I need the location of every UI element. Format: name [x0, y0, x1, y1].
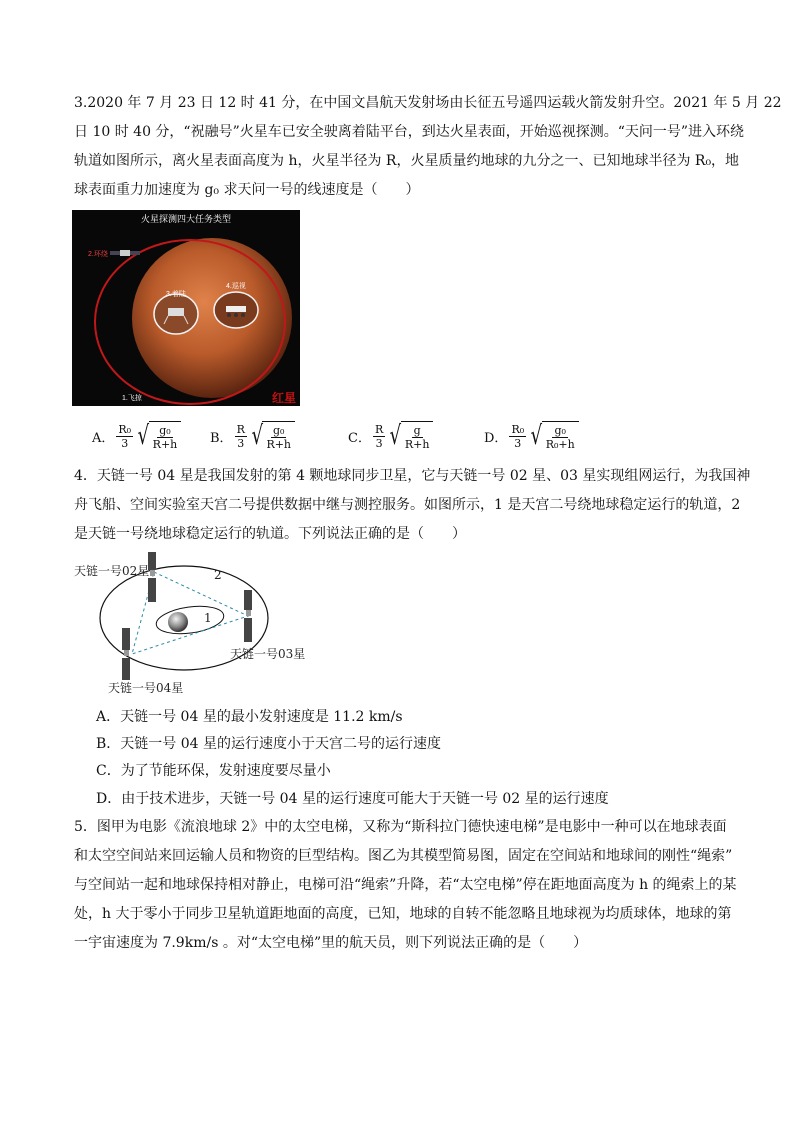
satellite-03-icon [244, 590, 252, 642]
frac-num: R [374, 422, 384, 436]
q3-option-c[interactable] [348, 416, 433, 456]
label-orbit: 2.环绕 [88, 251, 108, 258]
rad-den: R+h [266, 438, 292, 451]
question-4-text [74, 462, 751, 549]
label-landing: 3.着陆 [166, 291, 186, 298]
option-letter: C． [348, 430, 371, 446]
option-letter: B． [210, 430, 233, 446]
option-letter: D． [484, 430, 508, 446]
sqrt-icon: √ $\frac{g}{R+h}$ [387, 421, 433, 451]
q4-line-1: 4．天链一号 04 星是我国发射的第 4 颗地球同步卫星，它与天链一号 02 星、03 星实现组网运行，为我国神 [74, 468, 751, 484]
rad-num: g₀ [159, 424, 171, 437]
label-flyby: 1.飞掠 [122, 395, 142, 402]
sqrt-icon: √ $\frac{\text{g₀}}{\text{R₀+h}}$ [528, 421, 579, 451]
question-3-text [74, 89, 782, 205]
rad-num: g₀ [273, 424, 285, 437]
question-5-text [74, 813, 737, 958]
label-rover: 4.巡视 [226, 283, 246, 290]
q5-line-3: 与空间站一起和地球保持相对静止，电梯可沿“绳索”升降，若“太空电梯”停在距地面高度为 h 的绳索上的某 [74, 877, 737, 893]
rad-den: R+h [404, 438, 430, 451]
q4-option-a[interactable]: A．天链一号 04 星的最小发射速度是 11.2 km/s [96, 709, 403, 725]
rad-num: g₀ [554, 424, 566, 437]
q5-line-5: 一宇宙速度为 7.9km/s 。对“太空电梯”里的航天员，则下列说法正确的是（ ） [74, 935, 588, 951]
earth-icon [168, 612, 188, 632]
q4-option-c[interactable]: C．为了节能环保，发射速度要尽量小 [96, 763, 331, 779]
label-sat-04: 天链一号04星 [108, 681, 184, 695]
fraction [509, 423, 526, 450]
mars-figure-title: 火星探测四大任务类型 [140, 214, 232, 224]
frac-num: R₀ [118, 422, 132, 436]
frac-num: R [236, 422, 245, 436]
sqrt-icon: √ $\frac{\text{g₀}}{R+h}$ [249, 421, 295, 451]
q5-line-1: 5．图甲为电影《流浪地球 2》中的太空电梯，又称为“斯科拉门德快速电梯”是电影中一种可以在地球表面 [74, 819, 727, 835]
q3-option-b[interactable] [210, 416, 295, 456]
q3-options [92, 416, 732, 456]
q4-option-d[interactable]: D．由于技术进步，天链一号 04 星的运行速度可能大于天链一号 02 星的运行速度 [96, 791, 609, 807]
label-sat-03: 天链一号03星 [230, 647, 306, 661]
sqrt-icon: √ $\frac{\text{g₀}}{R+h}$ [135, 421, 181, 451]
rover-icon [226, 306, 246, 317]
q3-option-a[interactable] [92, 416, 181, 456]
label-orbit-1: 1 [204, 611, 212, 625]
fraction [235, 423, 247, 450]
frac-den: 3 [121, 436, 129, 450]
frac-den: 3 [514, 436, 522, 450]
q3-line-3: 轨道如图所示，离火星表面高度为 h，火星半径为 R，火星质量约地球的九分之一、已知地球半径为 R₀，地 [74, 153, 740, 169]
fraction [116, 423, 133, 450]
rad-den: R₀+h [545, 438, 575, 451]
watermark-logo: 红星 [272, 391, 297, 405]
satellite-orbit-figure [72, 548, 322, 700]
q3-line-1: 3.2020 年 7 月 23 日 12 时 41 分，在中国文昌航天发射场由长征五号遥四运载火箭发射升空。2021 年 5 月 22 [74, 95, 782, 111]
label-sat-02: 天链一号02星 [74, 564, 150, 578]
q4-line-2: 舟飞船、空间实验室天宫二号提供数据中继与测控服务。如图所示，1 是天宫二号绕地球稳定运行的轨道，2 [74, 497, 741, 513]
frac-den: 3 [375, 436, 383, 450]
rad-den: R+h [152, 438, 178, 451]
fraction [373, 423, 385, 450]
q3-option-d[interactable] [484, 416, 579, 456]
option-letter: A． [92, 430, 115, 446]
q5-line-4: 处，h 大于零小于同步卫星轨道距地面的高度，已知，地球的自转不能忽略且地球视为均质球体，地球的第 [74, 906, 732, 922]
rad-num: g [413, 424, 421, 437]
orbit-1 [155, 602, 226, 637]
label-orbit-2: 2 [214, 568, 222, 582]
frac-num: R₀ [511, 422, 525, 436]
q4-line-3: 是天链一号绕地球稳定运行的轨道。下列说法正确的是（ ） [74, 526, 466, 542]
frac-den: 3 [237, 436, 245, 450]
q5-line-2: 和太空空间站来回运输人员和物资的巨型结构。图乙为其模型简易图，固定在空间站和地球间的刚性“绳索” [74, 848, 733, 864]
mars-mission-figure [72, 210, 300, 406]
orbit-diagram [72, 548, 322, 700]
q3-line-4: 球表面重力加速度为 g₀ 求天问一号的线速度是（ ） [74, 182, 420, 198]
mars-illustration [72, 210, 300, 406]
q3-line-2: 日 10 时 40 分，“祝融号”火星车已安全驶离着陆平台，到达火星表面，开始巡视探测。“天问一号”进入环绕 [74, 124, 745, 140]
q4-option-b[interactable]: B．天链一号 04 星的运行速度小于天宫二号的运行速度 [96, 736, 442, 752]
